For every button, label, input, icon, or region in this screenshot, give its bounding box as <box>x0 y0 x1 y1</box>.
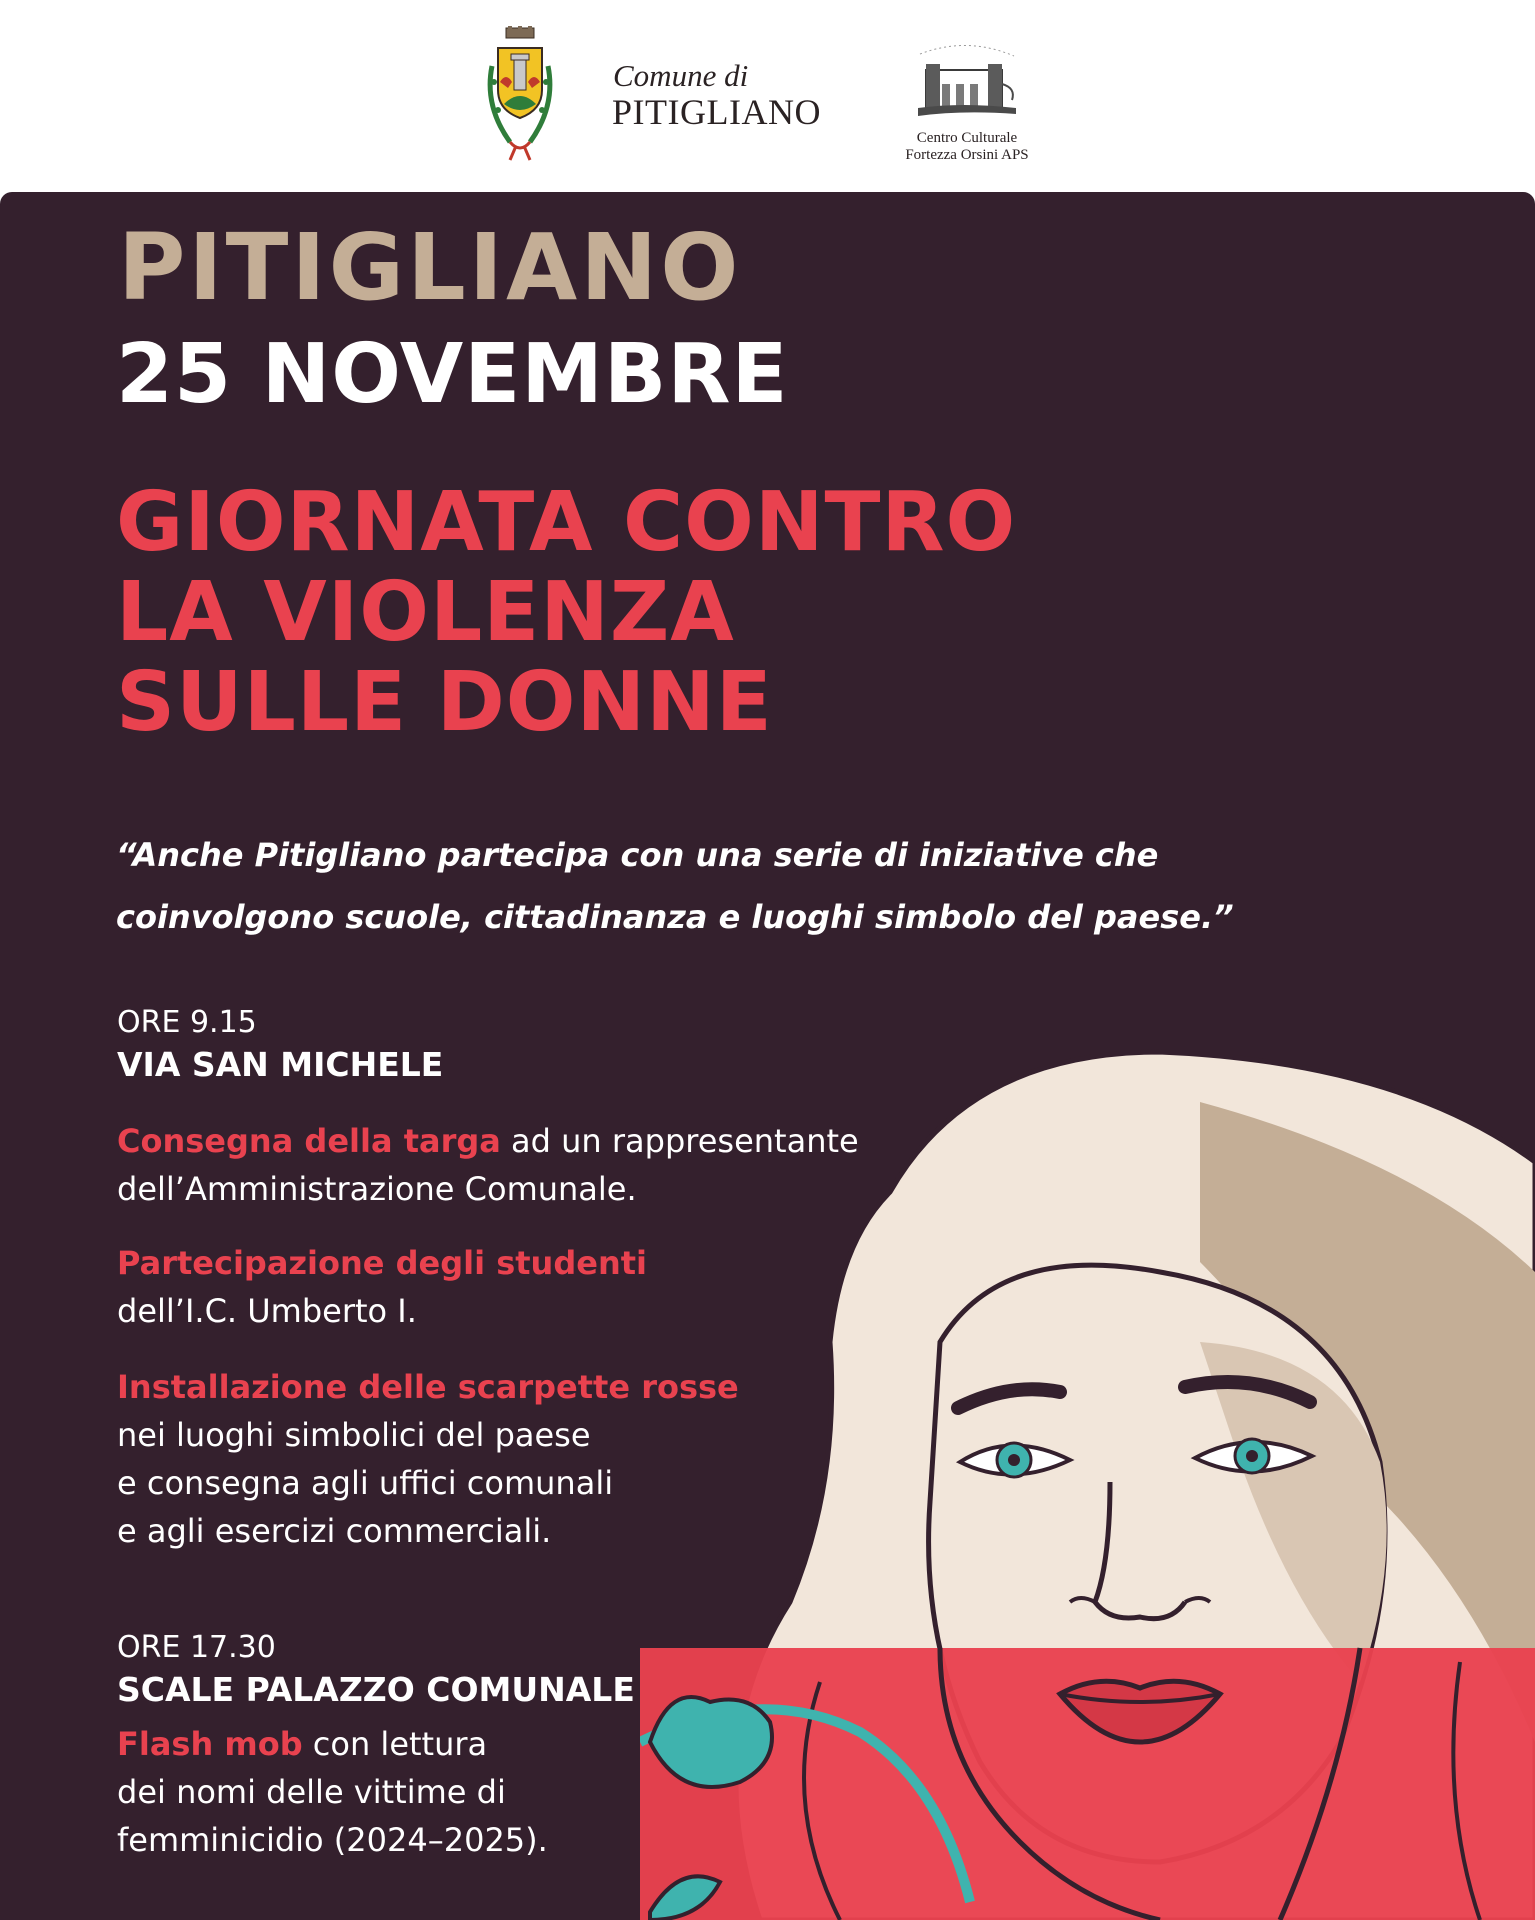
title-line: LA VIOLENZA <box>116 565 735 660</box>
item-text: dell’Amministrazione Comunale. <box>117 1170 637 1208</box>
item-text: femminicidio (2024–2025). <box>117 1821 548 1859</box>
comune-city: PITIGLIANO <box>612 92 821 132</box>
item-text: nei luoghi simbolici del paese <box>117 1416 591 1454</box>
poster-city: PITIGLIANO <box>118 214 742 321</box>
item-highlight: Flash mob <box>117 1725 303 1763</box>
centro-line1: Centro Culturale <box>916 130 1018 146</box>
centro-line2: Fortezza Orsini APS <box>905 147 1029 163</box>
event-time: ORE 9.15 <box>117 1005 257 1040</box>
event-1-header <box>117 1003 443 1087</box>
poster-title <box>116 475 1416 750</box>
item-highlight: Consegna della targa <box>117 1122 501 1160</box>
intro-quote <box>116 824 1456 948</box>
item-highlight: Partecipazione degli studenti <box>117 1244 647 1282</box>
item-text: ad un rappresentante <box>500 1122 859 1160</box>
header-bar <box>0 0 1535 192</box>
title-line: SULLE DONNE <box>116 655 773 750</box>
comune-name <box>612 60 821 132</box>
item-text: dei nomi delle vittime di <box>117 1773 506 1811</box>
item-highlight: Installazione delle scarpette rosse <box>117 1368 739 1406</box>
centro-name <box>878 130 1056 164</box>
item-text: e agli esercizi commerciali. <box>117 1512 552 1550</box>
event-place: VIA SAN MICHELE <box>117 1045 444 1084</box>
event-place: SCALE PALAZZO COMUNALE <box>117 1670 635 1709</box>
item-text: dell’I.C. Umberto I. <box>117 1292 417 1330</box>
event-1-item-2 <box>117 1239 647 1335</box>
event-time: ORE 17.30 <box>117 1630 276 1665</box>
event-1-item-1 <box>117 1117 859 1213</box>
event-1-item-3 <box>117 1363 739 1555</box>
comune-crest-icon <box>484 26 556 166</box>
poster-date: 25 NOVEMBRE <box>116 327 789 422</box>
event-2-item-1 <box>117 1720 548 1864</box>
fortezza-logo-icon <box>912 44 1022 126</box>
event-2-header <box>117 1628 635 1712</box>
quote-line: “Anche Pitigliano partecipa con una serie di iniziative che <box>116 836 1159 874</box>
item-text: con lettura <box>302 1725 488 1763</box>
item-text: e consegna agli uffici comunali <box>117 1464 614 1502</box>
quote-line: coinvolgono scuole, cittadinanza e luoghi simbolo del paese.” <box>116 898 1234 936</box>
title-line: GIORNATA CONTRO <box>116 475 1017 570</box>
comune-label: Comune di <box>613 58 749 93</box>
